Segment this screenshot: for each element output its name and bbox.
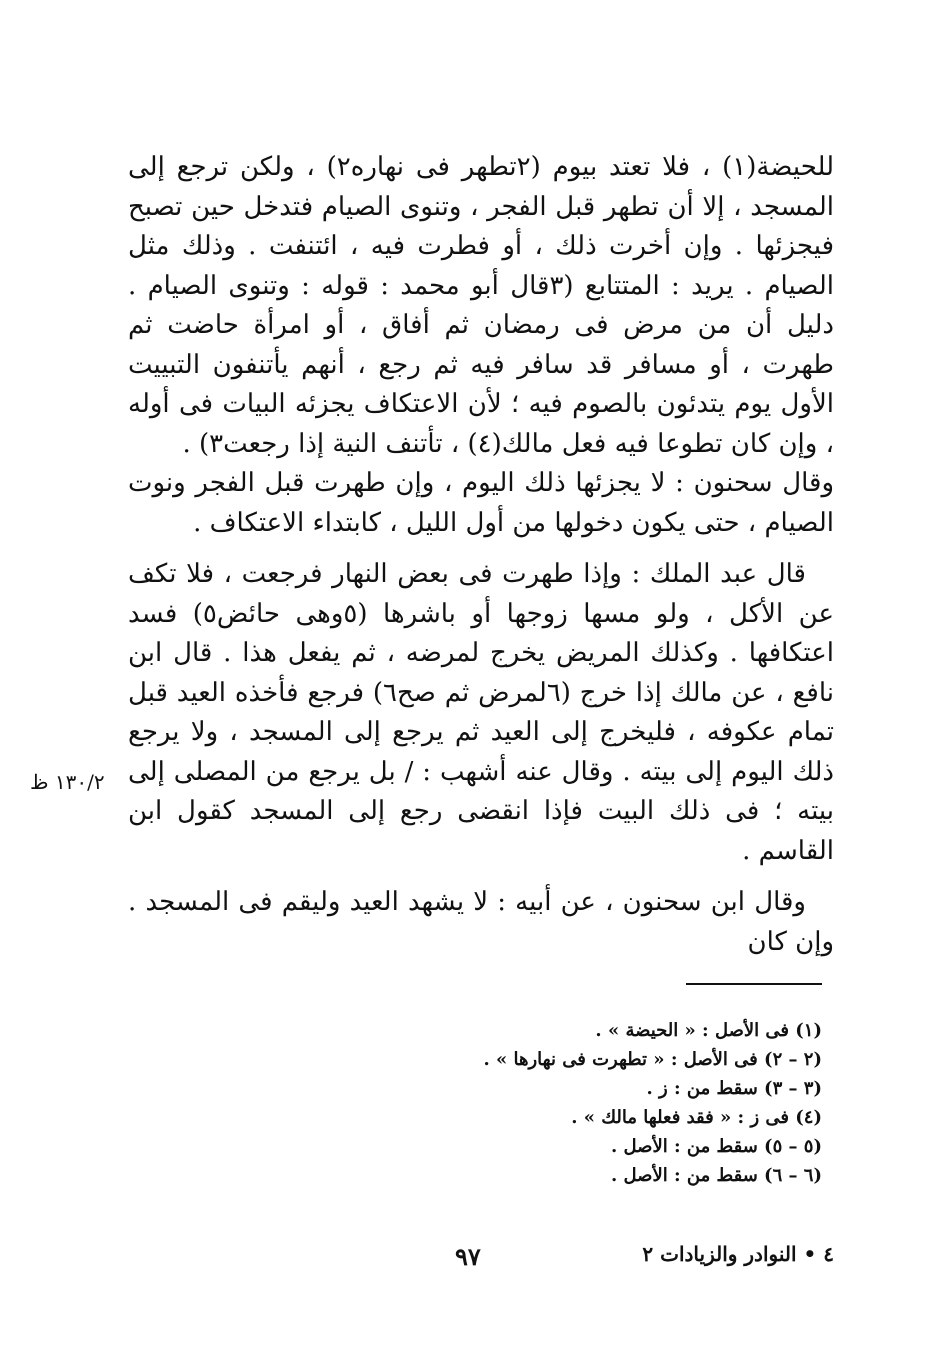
footnote-5: (٥ – ٥) سقط من : الأصل . bbox=[611, 1136, 822, 1157]
footnote-6: (٦ – ٦) سقط من : الأصل . bbox=[611, 1165, 822, 1186]
footnotes bbox=[300, 1016, 822, 1190]
footnote-3: (٣ – ٣) سقط من : ز . bbox=[646, 1078, 822, 1099]
footnote-2: (٢ – ٢) فى الأصل : « تطهرت فى نهارها » . bbox=[483, 1049, 822, 1070]
main-text-block bbox=[128, 148, 834, 962]
manuscript-folio-note: ١٣٠/٢ ظ bbox=[30, 770, 105, 794]
page-footer bbox=[128, 1242, 834, 1272]
footnote-1: (١) فى الأصل : « الحيضة » . bbox=[595, 1020, 822, 1041]
page-number: ٩٧ bbox=[455, 1242, 481, 1271]
paragraph-4: وقال ابن سحنون ، عن أبيه : لا يشهد العيد وليقم فى المسجد . وإن كان bbox=[128, 887, 834, 957]
paragraph-2: وقال سحنون : لا يجزئها ذلك اليوم ، وإن طهرت قبل الفجر ونوت الصيام ، حتى يكون دخولها من أول الليل ، كابتداء الاعتكاف . bbox=[128, 468, 834, 538]
footnote-4: (٤) فى ز : « فقد فعلها مالك » . bbox=[571, 1107, 822, 1128]
paragraph-3: قال عبد الملك : وإذا طهرت فى بعض النهار فرجعت ، فلا تكف عن الأكل ، ولو مسها زوجها أو باشرها (٥وهى حائض٥) فسد اعتكافها . وكذلك المريض يخرج لمرضه ، ثم يفعل هذا . قال ابن نافع ، عن مالك إذا خرج (٦لمرض ثم صح٦) فرجع فأخذه العيد قبل تمام عكوفه ، فليخرج إلى العيد ثم يرجع إلى المسجد ، ولا يرجع ذلك اليوم إلى بيته . وقال عنه أشهب : / بل يرجع من المصلى إلى بيته ؛ فى ذلك البيت فإذا انقضى رجع إلى المسجد كقول ابن القاسم . bbox=[128, 559, 834, 866]
series-title: ٤ • النوادر والزيادات ٢ bbox=[642, 1242, 834, 1266]
footnote-separator bbox=[686, 983, 822, 985]
paragraph-1: للحيضة(١) ، فلا تعتد بيوم (٢تطهر فى نهاره٢) ، ولكن ترجع إلى المسجد ، إلا أن تطهر قبل الفجر ، وتنوى الصيام فتدخل حين تصبح فيجزئها . وإن أخرت ذلك ، أو فطرت فيه ، ائتنفت . وذلك مثل الصيام . يريد : المتتابع (٣قال أبو محمد : قوله : وتنوى الصيام . دليل أن من مرض فى رمضان ثم أفاق ، أو امرأة حاضت ثم طهرت ، أو مسافر قد سافر فيه ثم رجع ، أنهم يأتنفون التبييت الأول يوم يتدئون بالصوم فيه ؛ لأن الاعتكاف يجزئه البيات فى أوله ، وإن كان تطوعا فيه فعل مالك(٤) ، تأتنف النية إذا رجعت٣) . bbox=[128, 152, 835, 459]
